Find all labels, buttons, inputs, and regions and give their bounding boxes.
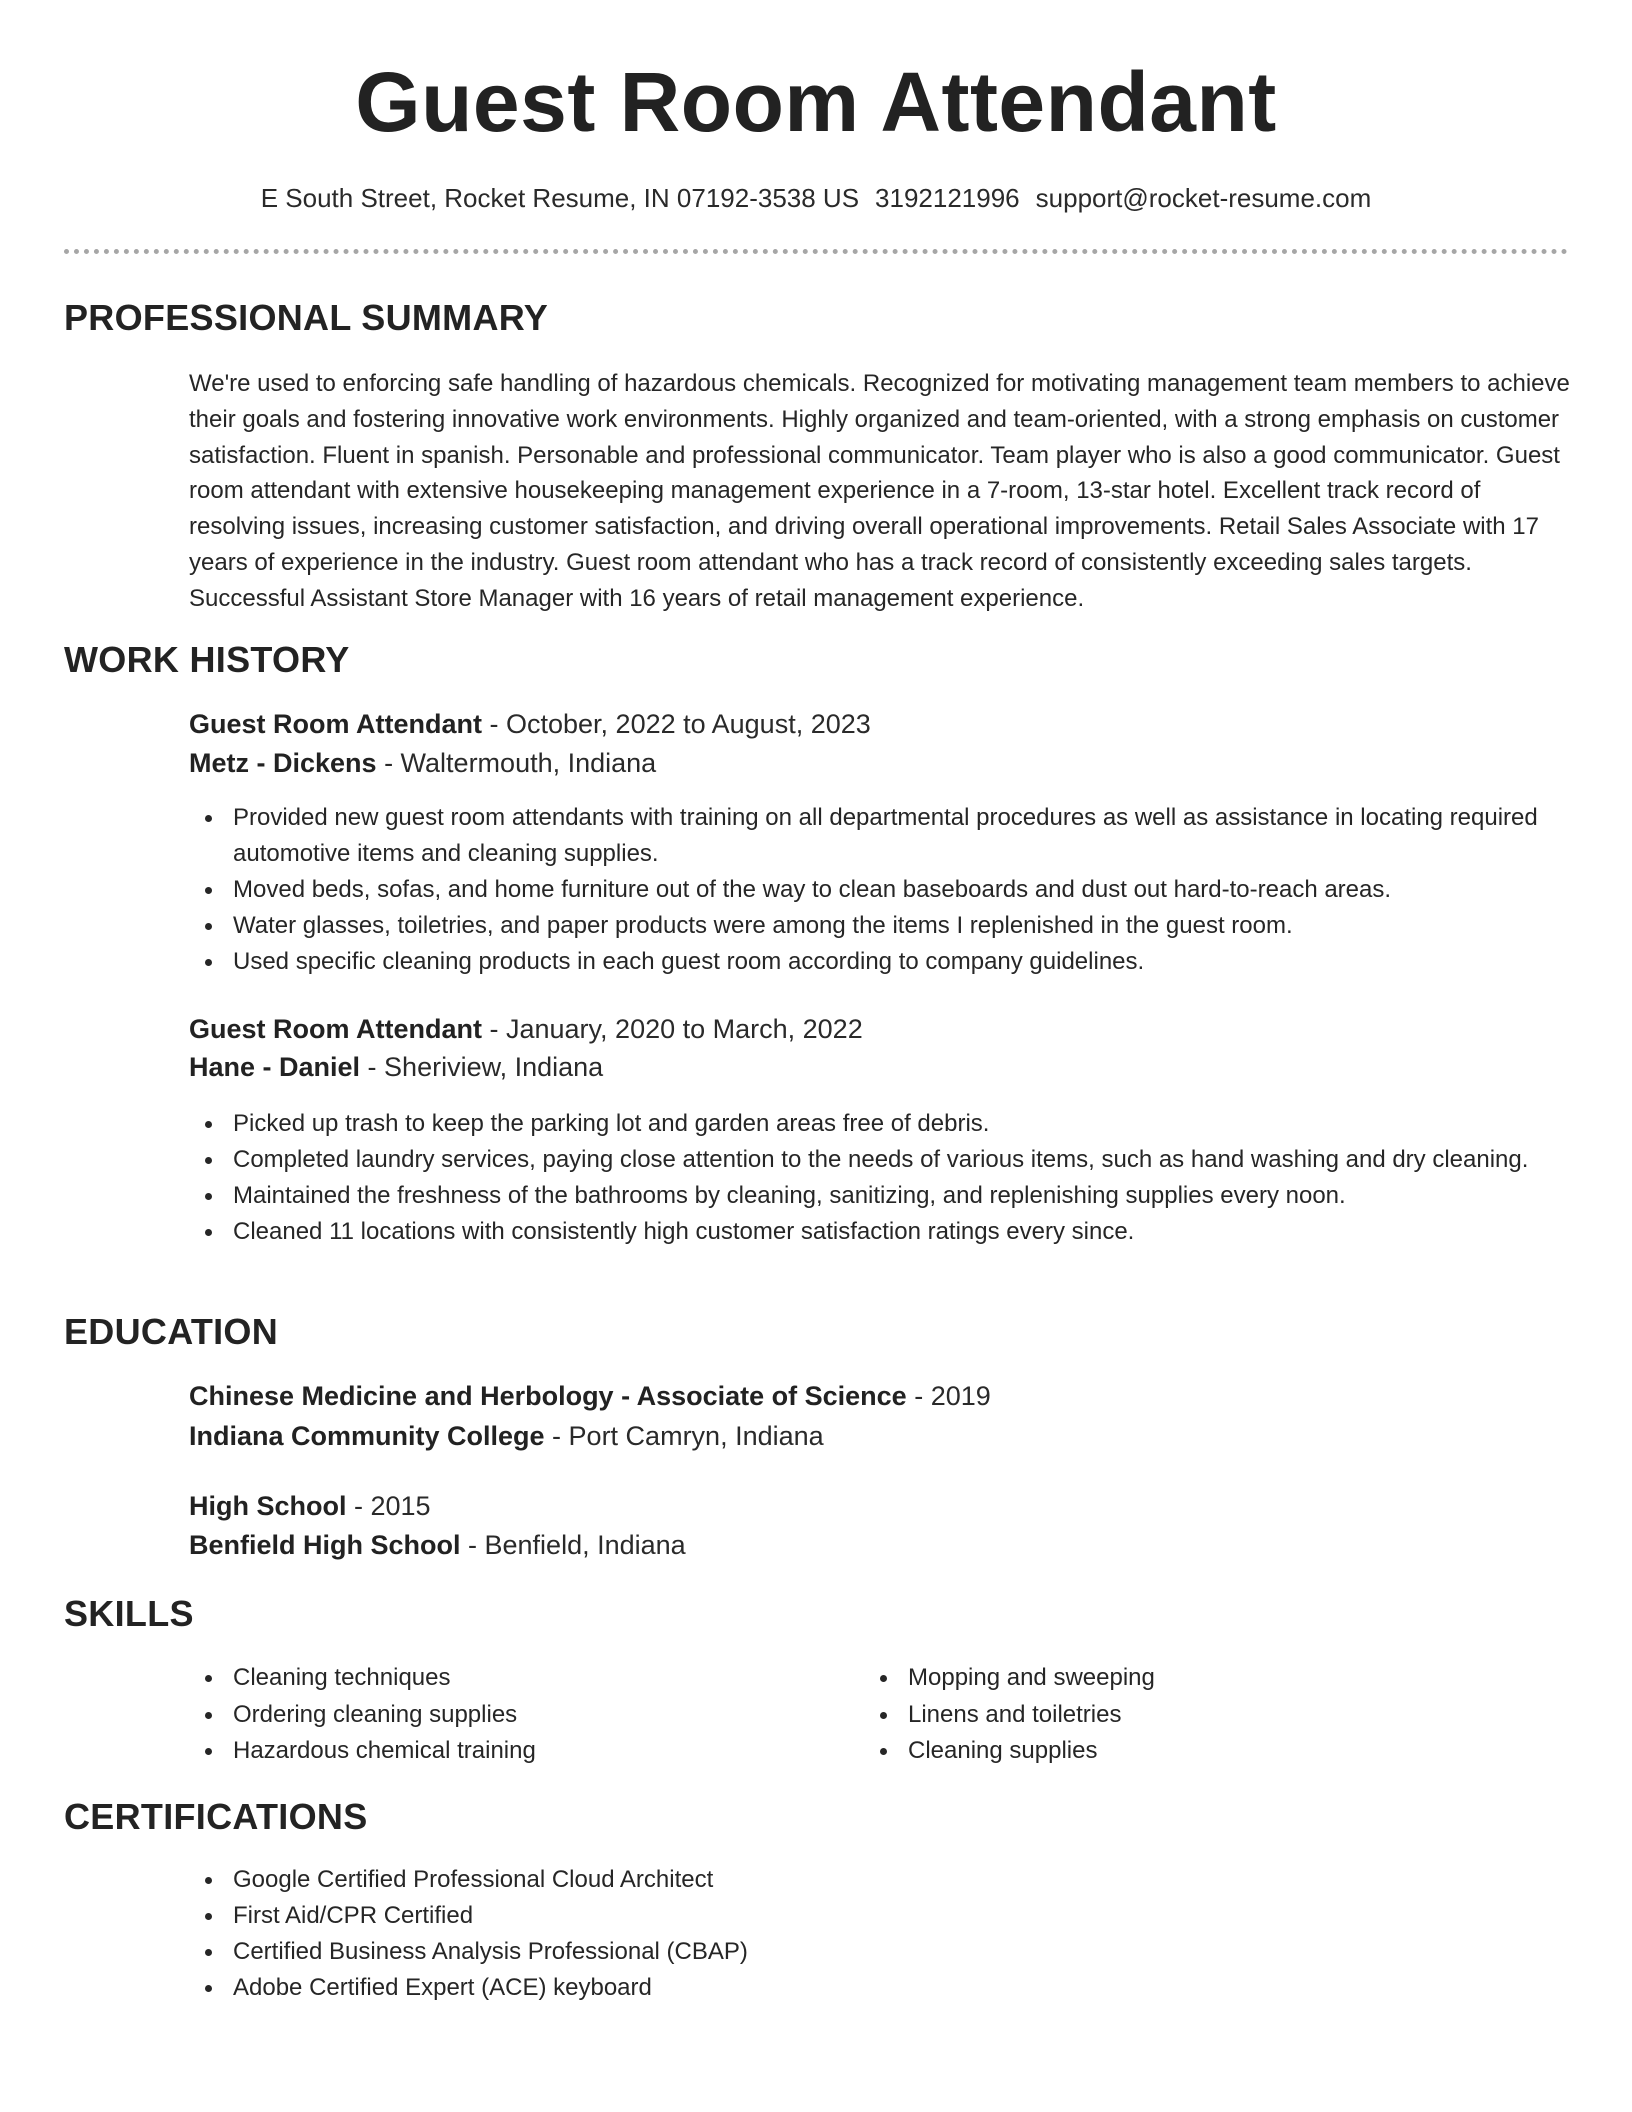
summary-heading: PROFESSIONAL SUMMARY: [64, 297, 549, 338]
education-1-degree: Chinese Medicine and Herbology - Associate of Science: [189, 1381, 907, 1411]
education-1-school-line: [189, 1418, 824, 1454]
skills-left-column: [189, 1660, 873, 1770]
list-item: Moved beds, sofas, and home furniture out of the way to clean baseboards and dust out hard-to-reach areas.: [233, 872, 1573, 908]
job-1-dates: - October, 2022 to August, 2023: [482, 709, 871, 739]
contact-email: support@rocket-resume.com: [1035, 183, 1372, 213]
contact-address: E South Street, Rocket Resume, IN 07192-3538 US: [260, 183, 860, 213]
list-item: Google Certified Professional Cloud Architect: [233, 1862, 1573, 1898]
list-item: Ordering cleaning supplies: [233, 1697, 873, 1734]
summary-text: We're used to enforcing safe handling of hazardous chemicals. Recognized for motivating management team members to achieve their goals and fostering innovative work environments. Highly organized and team-oriented, with a strong emphasis on customer satisfaction. Fluent in spanish. Personable and professional communicator. Team player who is also a good communicator. Guest room attendant with extensive housekeeping management experience in a 7-room, 13-star hotel. Excellent track record of resolving issues, increasing customer satisfaction, and driving overall operational improvements. Retail Sales Associate with 17 years of experience in the industry. Guest room attendant who has a track record of consistently exceeding sales targets. Successful Assistant Store Manager with 16 years of retail management experience.: [189, 370, 1570, 612]
job-1-title: Guest Room Attendant: [189, 709, 482, 739]
job-1-employer: [189, 745, 656, 781]
job-1-duties: [189, 800, 1573, 980]
list-item: Maintained the freshness of the bathrooms by cleaning, sanitizing, and replenishing supplies every noon.: [233, 1178, 1573, 1214]
list-item: First Aid/CPR Certified: [233, 1898, 1573, 1934]
job-1-company: Metz - Dickens: [189, 748, 377, 778]
list-item: Picked up trash to keep the parking lot and garden areas free of debris.: [233, 1106, 1573, 1142]
education-1-year: - 2019: [906, 1381, 991, 1411]
skills-heading: SKILLS: [64, 1593, 194, 1634]
education-2-location: - Benfield, Indiana: [460, 1530, 686, 1560]
certifications-heading: CERTIFICATIONS: [64, 1796, 368, 1837]
job-2-duties: [189, 1106, 1573, 1250]
list-item: Provided new guest room attendants with training on all departmental procedures as well as assistance in locating required automotive items and cleaning supplies.: [233, 800, 1573, 872]
job-2-dates: - January, 2020 to March, 2022: [482, 1014, 863, 1044]
education-2-year: - 2015: [346, 1491, 431, 1521]
list-item: Certified Business Analysis Professional (CBAP): [233, 1934, 1573, 1970]
job-2-title: Guest Room Attendant: [189, 1014, 482, 1044]
candidate-name: Guest Room Attendant: [355, 55, 1277, 149]
education-1-location: - Port Camryn, Indiana: [544, 1421, 824, 1451]
job-2-company: Hane - Daniel: [189, 1052, 361, 1082]
header-divider: [64, 249, 1568, 254]
education-2-degree: High School: [189, 1491, 347, 1521]
contact-phone: 3192121996: [875, 183, 1020, 213]
list-item: Water glasses, toiletries, and paper products were among the items I replenished in the guest room.: [233, 908, 1573, 944]
certifications-list: [189, 1862, 1573, 2006]
job-2-header: [189, 1011, 863, 1047]
job-1-location: - Waltermouth, Indiana: [376, 748, 657, 778]
education-1-degree-line: [189, 1378, 991, 1414]
job-2-employer: [189, 1049, 603, 1085]
education-2-school: Benfield High School: [189, 1530, 461, 1560]
list-item: Cleaning supplies: [908, 1733, 1548, 1770]
work-history-heading: WORK HISTORY: [64, 639, 350, 680]
list-item: Cleaned 11 locations with consistently high customer satisfaction ratings every since.: [233, 1214, 1573, 1250]
list-item: Used specific cleaning products in each guest room according to company guidelines.: [233, 944, 1573, 980]
list-item: Cleaning techniques: [233, 1660, 873, 1697]
list-item: Hazardous chemical training: [233, 1733, 873, 1770]
education-heading: EDUCATION: [64, 1311, 279, 1352]
list-item: Adobe Certified Expert (ACE) keyboard: [233, 1970, 1573, 2006]
education-2-school-line: [189, 1527, 686, 1563]
contact-line: [0, 180, 1632, 216]
job-2-location: - Sheriview, Indiana: [360, 1052, 604, 1082]
list-item: Mopping and sweeping: [908, 1660, 1548, 1697]
job-1-header: [189, 706, 871, 742]
list-item: Completed laundry services, paying close attention to the needs of various items, such as hand washing and dry cleaning.: [233, 1142, 1573, 1178]
education-2-degree-line: [189, 1488, 431, 1524]
education-1-school: Indiana Community College: [189, 1421, 545, 1451]
list-item: Linens and toiletries: [908, 1697, 1548, 1734]
skills-right-column: [864, 1660, 1548, 1770]
